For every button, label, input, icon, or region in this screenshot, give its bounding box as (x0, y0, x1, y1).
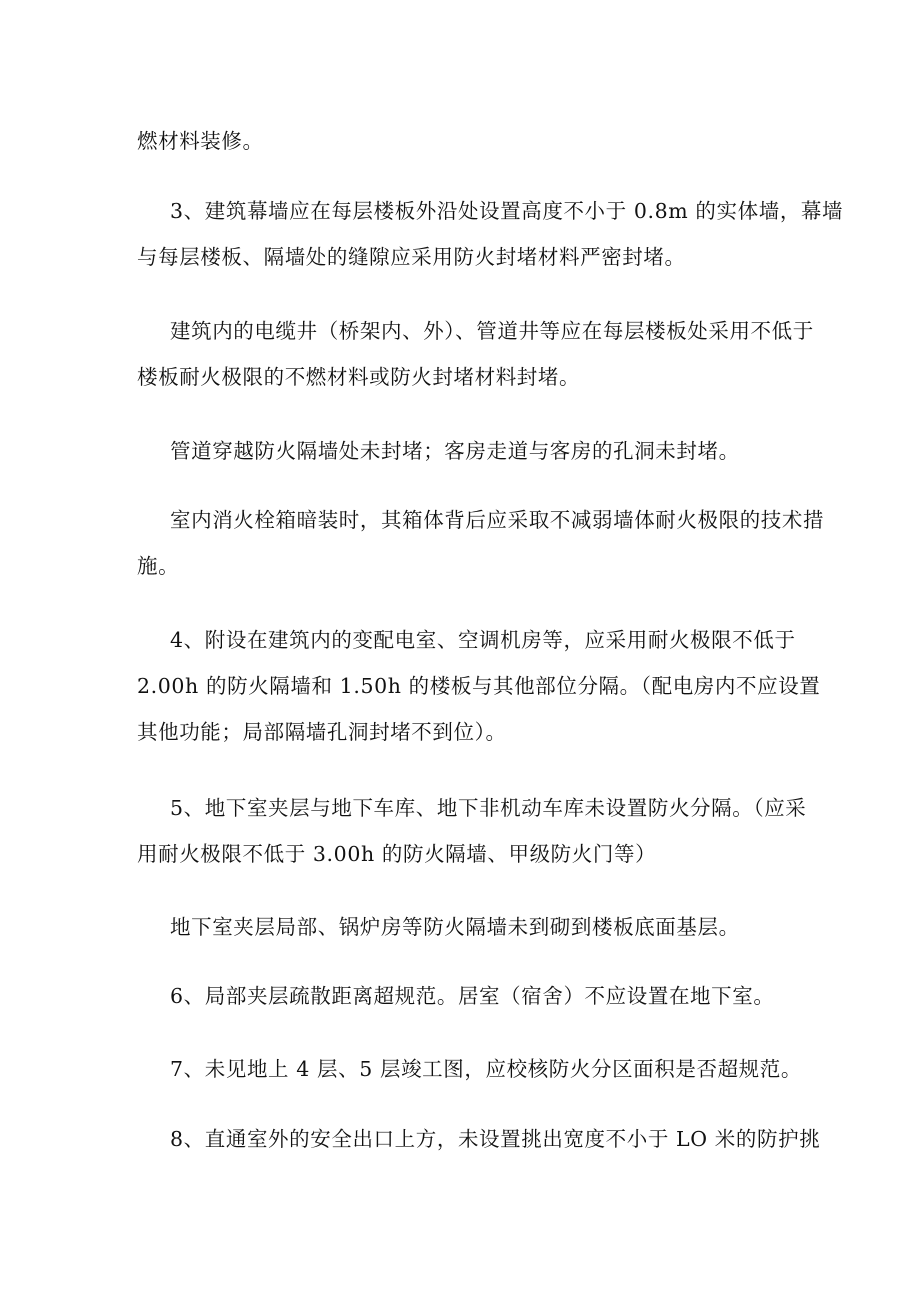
paragraph-item-4 (137, 617, 821, 755)
text-line: 地下室夹层局部、锅炉房等防火隔墙未到砌到楼板底面基层。 (170, 915, 740, 939)
paragraph-basement-mezzanine (137, 904, 797, 950)
text-line: 3、建筑幕墙应在每层楼板外沿处设置高度不小于 0.8m 的实体墙，幕墙 (170, 199, 844, 223)
text-line: 管道穿越防火隔墙处未封堵；客房走道与客房的孔洞未封堵。 (170, 439, 740, 463)
text-line: 室内消火栓箱暗装时，其箱体背后应采取不减弱墙体耐火极限的技术措 (170, 508, 825, 532)
text-line: 8、直通室外的安全出口上方，未设置挑出宽度不小于 LO 米的防护挑 (170, 1127, 821, 1151)
paragraph-cable-shaft (137, 308, 814, 400)
paragraph-item-6 (137, 973, 797, 1019)
paragraph-item-5 (137, 785, 807, 877)
text-line: 其他功能；局部隔墙孔洞封堵不到位）。 (137, 720, 507, 744)
text-line: 建筑内的电缆井（桥架内、外）、管道井等应在每层楼板处采用不低于 (170, 319, 814, 343)
text-line: 燃材料装修。 (137, 129, 264, 153)
paragraph-hydrant-box (137, 497, 825, 589)
text-line: 2.00h 的防火隔墙和 1.50h 的楼板与其他部位分隔。（配电房内不应设置 (137, 674, 821, 698)
text-line: 与每层楼板、隔墙处的缝隙应采用防火封堵材料严密封堵。 (137, 245, 686, 269)
paragraph-item-7 (137, 1046, 802, 1092)
paragraph-item-8 (137, 1116, 821, 1162)
paragraph-pipe-penetration (137, 428, 797, 474)
text-line: 用耐火极限不低于 3.00h 的防火隔墙、甲级防火门等） (137, 842, 657, 866)
text-line: 4、附设在建筑内的变配电室、空调机房等，应采用耐火极限不低于 (170, 628, 796, 652)
text-line: 7、未见地上 4 层、5 层竣工图，应校核防火分区面积是否超规范。 (170, 1057, 802, 1081)
paragraph-continuation (137, 118, 797, 164)
text-line: 施。 (137, 554, 180, 578)
text-line: 6、局部夹层疏散距离超规范。居室（宿舍）不应设置在地下室。 (170, 984, 775, 1008)
text-line: 楼板耐火极限的不燃材料或防火封堵材料封堵。 (137, 365, 581, 389)
paragraph-item-3 (137, 188, 844, 280)
text-line: 5、地下室夹层与地下车库、地下非机动车库未设置防火分隔。（应采 (170, 796, 807, 820)
